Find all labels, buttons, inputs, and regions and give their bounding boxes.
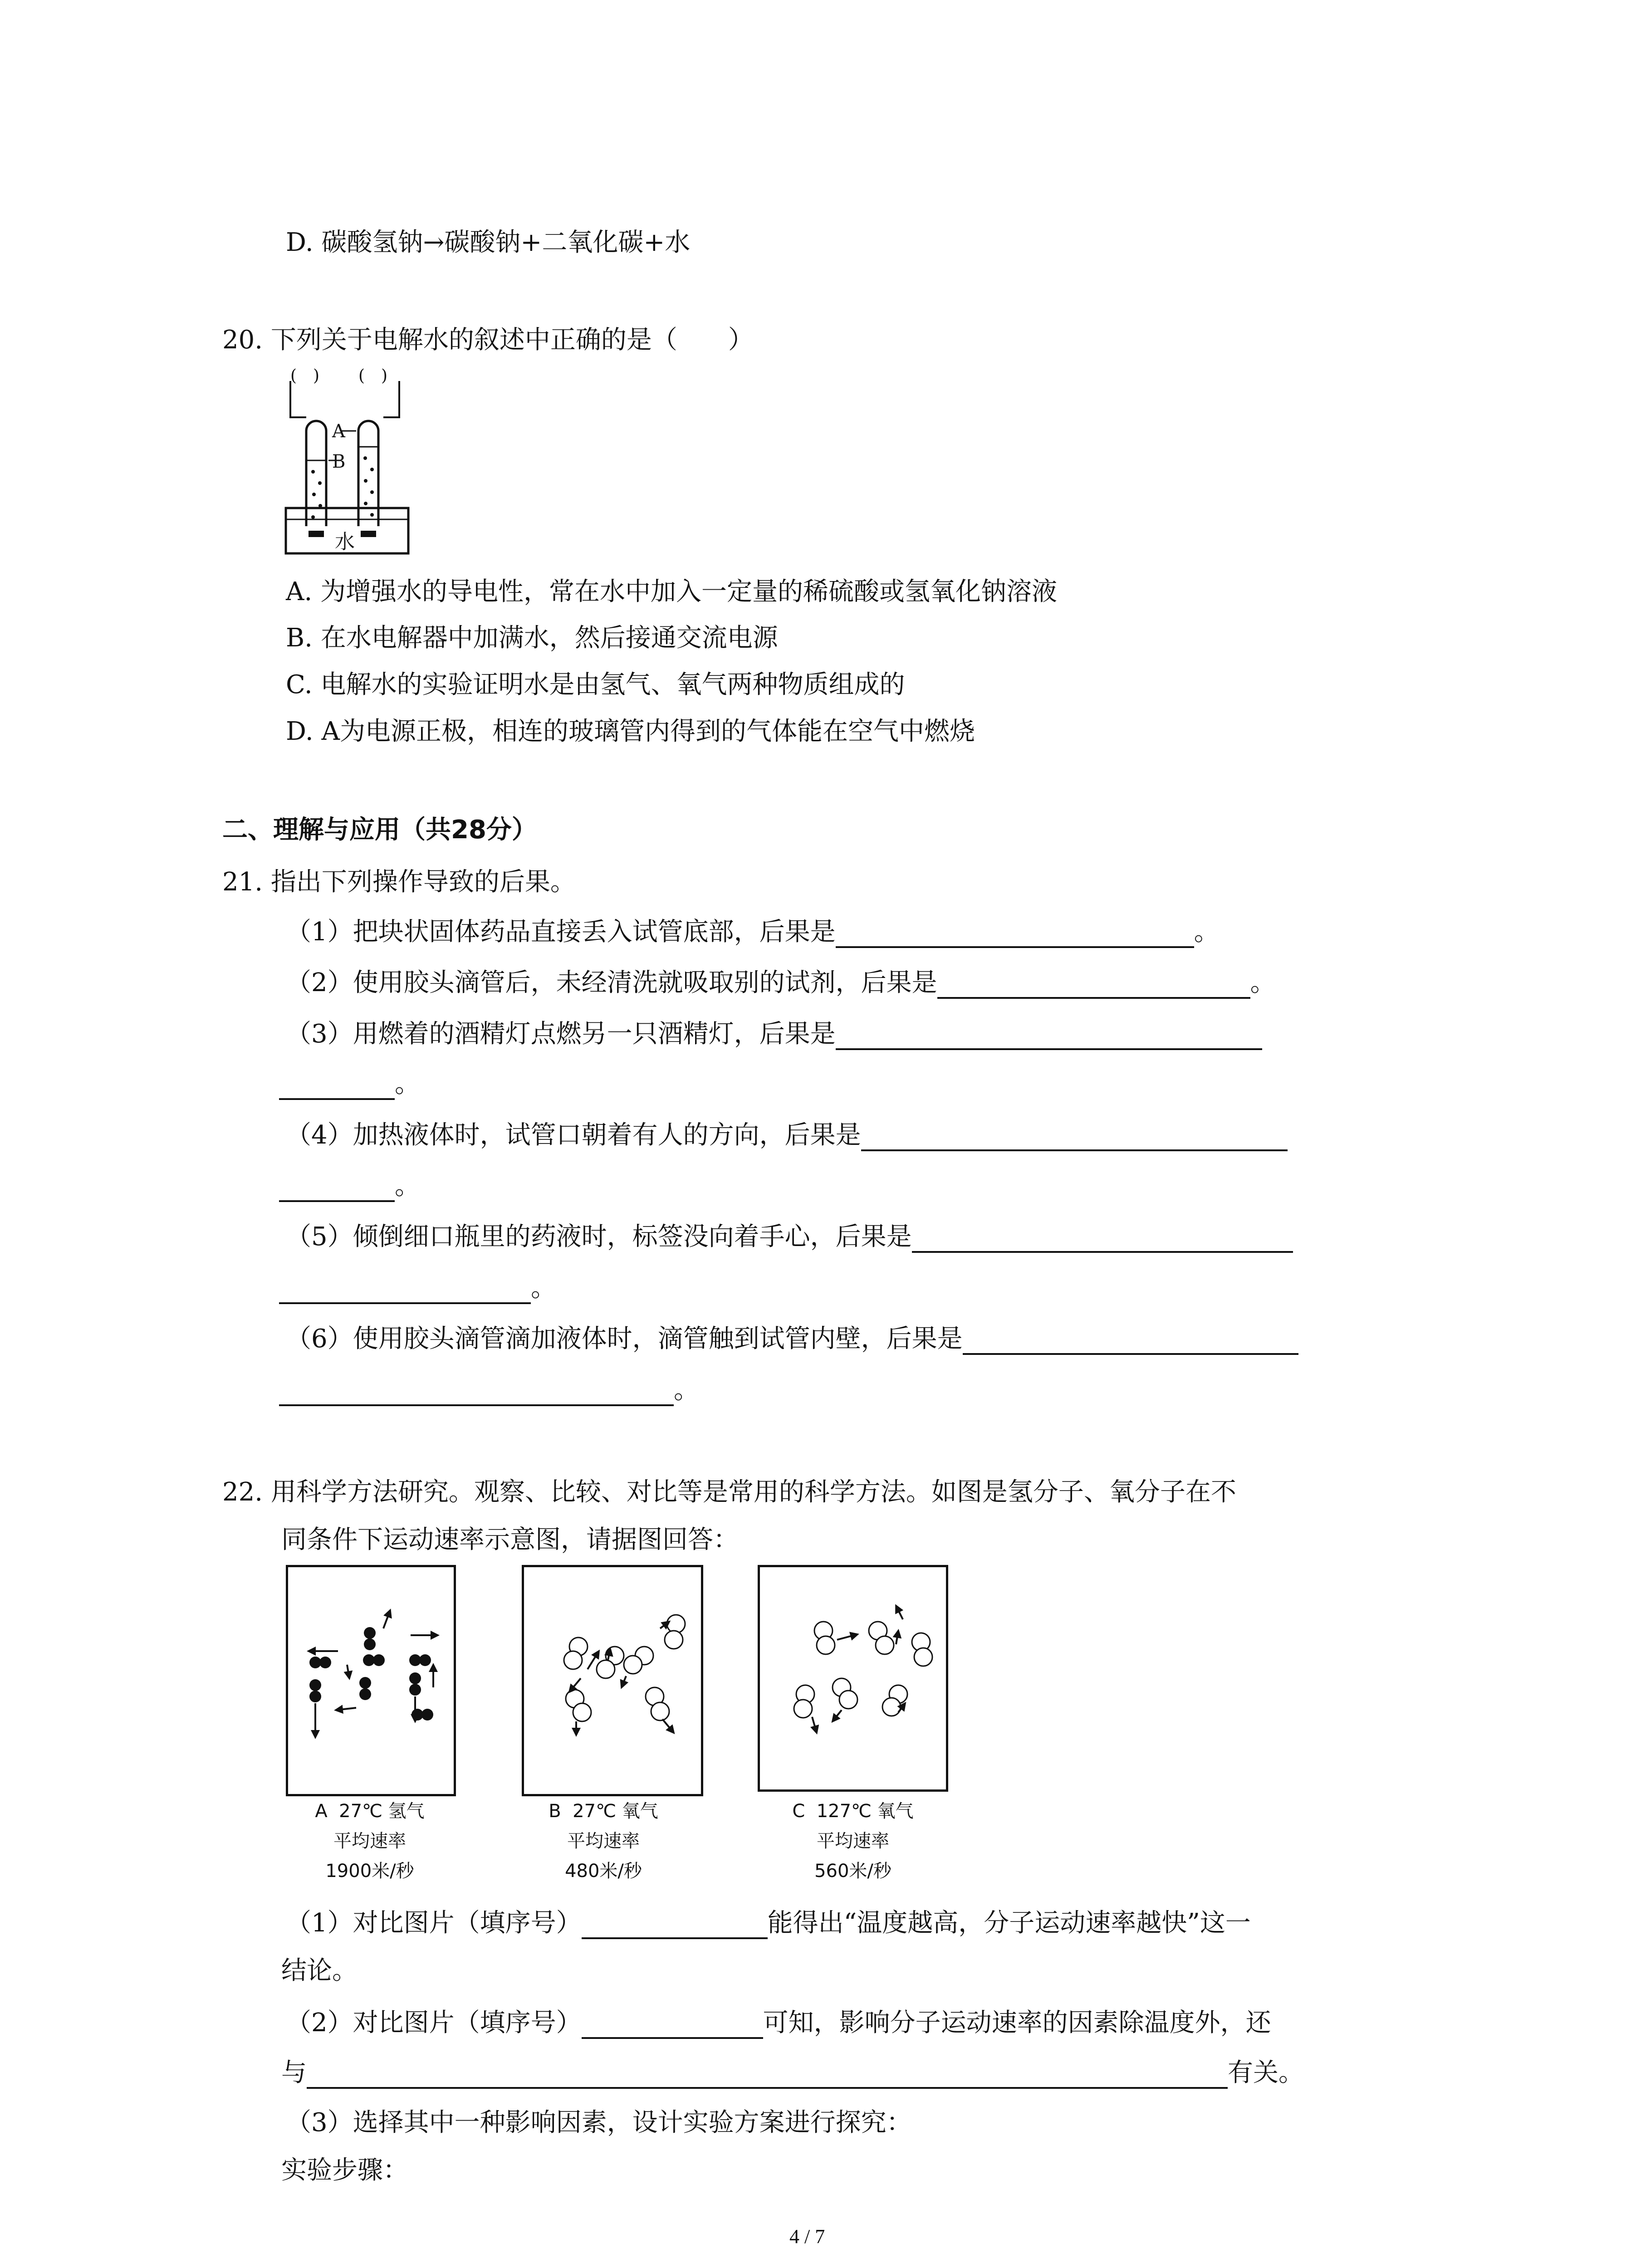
- q22-stem-line-2: 同条件下运动速率示意图，请据图回答：: [281, 1525, 739, 1554]
- oxygen-molecules-diagram-27: [524, 1567, 701, 1794]
- panel-b-oxygen-27: [522, 1565, 703, 1796]
- q21-item-2: [286, 963, 1276, 999]
- q22-sub1-part1: （1）对比图片（填序号）: [286, 1908, 582, 1938]
- q21-answer-6-cont[interactable]: [279, 1377, 674, 1406]
- label-b: B: [332, 451, 346, 472]
- panel-speed-label: 平均速率: [333, 1831, 406, 1852]
- q22-sub2-line2-end: 有关。: [1228, 2058, 1304, 2087]
- q21-answer-4[interactable]: [861, 1122, 1288, 1151]
- panel-c-oxygen-127: [758, 1565, 948, 1792]
- q21-item-4-text: （4）加热液体时，试管口朝着有人的方向，后果是: [286, 1120, 861, 1150]
- q22-stem-line-1: 22. 用科学方法研究。观察、比较、对比等是常用的科学方法。如图是氢分子、氧分子在不: [222, 1477, 1236, 1507]
- section-2-title: 二、理解与应用（共28分）: [222, 815, 537, 845]
- q22-sub2-part2: 可知，影响分子运动速率的因素除温度外，还: [763, 2008, 1271, 2038]
- q21-answer-2[interactable]: [937, 970, 1250, 999]
- q22-answer-2-factor[interactable]: [307, 2060, 1228, 2089]
- q20-stem: 20. 下列关于电解水的叙述中正确的是（ ）: [222, 325, 754, 355]
- oxygen-molecules-diagram-127: [760, 1567, 946, 1789]
- q22-sub1-line2: 结论。: [281, 1956, 358, 1985]
- q21-answer-3-cont[interactable]: [279, 1071, 395, 1100]
- q21-item-1: [286, 912, 1220, 948]
- q22-sub3: （3）选择其中一种影响因素，设计实验方案进行探究：: [286, 2108, 912, 2137]
- page-number: 4 / 7: [789, 2225, 825, 2248]
- q21-item-3-cont: [279, 1064, 420, 1100]
- panel-b-caption: [522, 1796, 685, 1886]
- q22-sub2: [286, 2003, 1271, 2039]
- q22-steps-label: 实验步骤：: [281, 2156, 408, 2185]
- q22-answer-1[interactable]: [582, 1910, 768, 1939]
- panel-condition: 27℃ 氧气: [573, 1801, 658, 1822]
- q20-option-d: D. A为电源正极，相连的玻璃管内得到的气体能在空气中燃烧: [286, 717, 975, 746]
- q20-option-b: B. 在水电解器中加满水，然后接通交流电源: [286, 623, 778, 653]
- q21-answer-5-cont[interactable]: [279, 1275, 531, 1304]
- q21-item-3: [286, 1014, 1262, 1050]
- q21-item-3-text: （3）用燃着的酒精灯点燃另一只酒精灯，后果是: [286, 1019, 836, 1049]
- paren-left: ( ): [290, 367, 320, 385]
- electrolysis-figure: [281, 363, 417, 562]
- q21-item-1-text: （1）把块状固体药品直接丢入试管底部，后果是: [286, 917, 836, 947]
- period: 。: [1194, 917, 1220, 947]
- q19-option-d: D. 碳酸氢钠→碳酸钠+二氧化碳+水: [286, 228, 691, 257]
- period: 。: [531, 1273, 556, 1303]
- q22-sub1-part2: 能得出“温度越高，分子运动速率越快”这一: [767, 1908, 1251, 1938]
- period: 。: [395, 1171, 420, 1201]
- q21-item-2-text: （2）使用胶头滴管后，未经清洗就吸取别的试剂，后果是: [286, 968, 937, 997]
- panel-letter: C: [792, 1801, 805, 1822]
- panel-speed-label: 平均速率: [817, 1831, 889, 1852]
- panel-condition: 27℃ 氢气: [339, 1801, 425, 1822]
- q21-item-6-cont: [279, 1370, 699, 1406]
- panel-speed: 1900米/秒: [325, 1861, 414, 1882]
- q21-item-4: [286, 1115, 1288, 1151]
- panel-speed: 560米/秒: [814, 1861, 892, 1882]
- q21-item-5: [286, 1217, 1293, 1253]
- panel-speed: 480米/秒: [565, 1861, 642, 1882]
- q22-sub2-line2: [281, 2053, 1304, 2089]
- q21-item-6: [286, 1319, 1298, 1355]
- q21-answer-4-cont[interactable]: [279, 1173, 395, 1202]
- period: 。: [395, 1069, 420, 1099]
- label-water: 水: [335, 530, 355, 553]
- q21-item-6-text: （6）使用胶头滴管滴加液体时，滴管触到试管内壁，后果是: [286, 1324, 963, 1354]
- label-a: A: [332, 421, 345, 442]
- q21-answer-6[interactable]: [963, 1326, 1298, 1355]
- panel-a-caption: [288, 1796, 451, 1886]
- panel-a-hydrogen: [286, 1565, 456, 1796]
- q20-option-a: A. 为增强水的导电性，常在水中加入一定量的稀硫酸或氢氧化钠溶液: [286, 577, 1058, 606]
- q21-answer-5[interactable]: [912, 1224, 1293, 1253]
- q20-option-c: C. 电解水的实验证明水是由氢气、氧气两种物质组成的: [286, 670, 905, 699]
- paren-right: ( ): [358, 367, 388, 385]
- period: 。: [674, 1375, 699, 1405]
- panel-condition: 127℃ 氧气: [816, 1801, 914, 1822]
- q21-item-4-cont: [279, 1166, 420, 1202]
- panel-speed-label: 平均速率: [567, 1831, 640, 1852]
- q21-answer-3[interactable]: [836, 1021, 1262, 1050]
- panel-letter: B: [549, 1801, 561, 1822]
- q22-sub1: [286, 1903, 1251, 1939]
- panel-letter: A: [315, 1801, 328, 1822]
- q22-answer-2[interactable]: [582, 2010, 763, 2039]
- q21-answer-1[interactable]: [836, 919, 1194, 948]
- q21-item-5-cont: [279, 1268, 556, 1304]
- hydrogen-molecules-diagram: [288, 1567, 454, 1794]
- q22-sub2-part1: （2）对比图片（填序号）: [286, 2008, 582, 2038]
- q21-item-5-text: （5）倾倒细口瓶里的药液时，标签没向着手心，后果是: [286, 1222, 912, 1251]
- q22-sub2-line2-start: 与: [281, 2058, 307, 2087]
- q21-stem: 21. 指出下列操作导致的后果。: [222, 867, 576, 897]
- panel-c-caption: [762, 1796, 944, 1886]
- period: 。: [1250, 968, 1276, 997]
